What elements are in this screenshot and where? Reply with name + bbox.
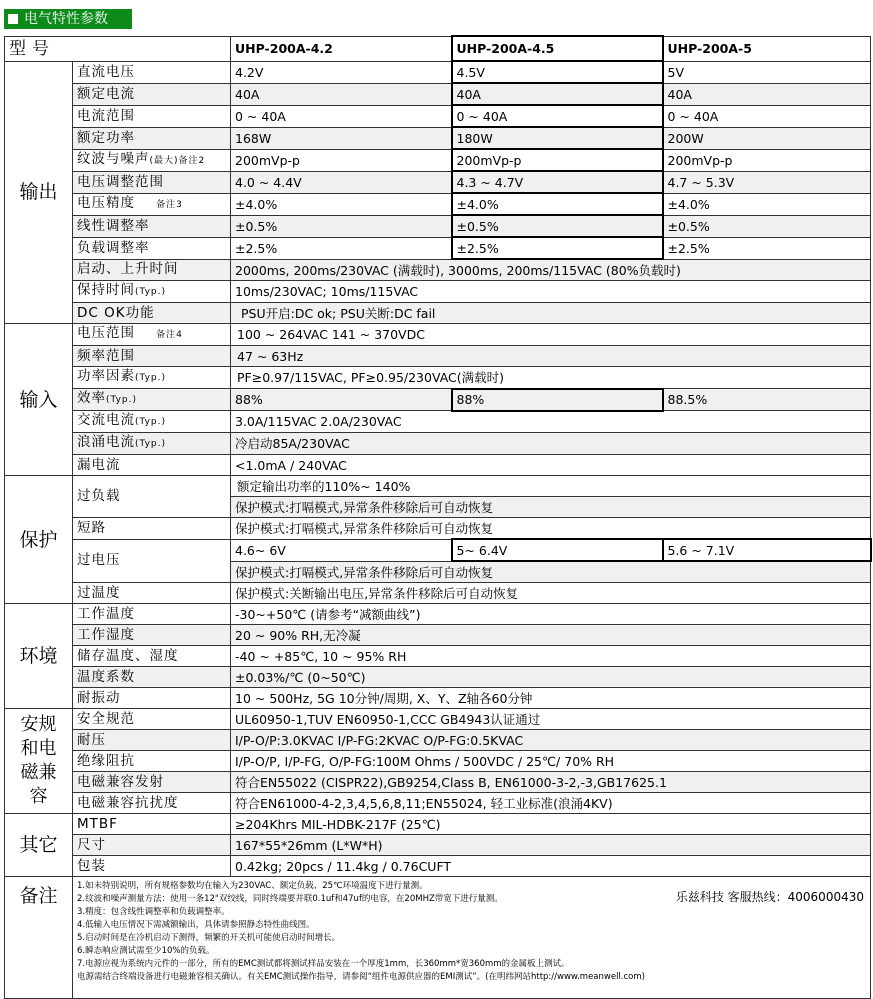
cell-value: 3.0A/115VAC 2.0A/230VAC [231,411,871,433]
table-row [5,149,871,171]
cell-value: 88% [452,389,663,411]
cell-value: 200mVp-p [452,149,663,171]
row-label: 保持时间(Typ.) [73,281,231,303]
table-row [5,856,871,877]
table-row [5,411,871,433]
table-row [5,751,871,772]
cell-value: 4.3 ~ 4.7V [452,171,663,193]
row-label: 短路 [73,518,231,540]
cell-value: 40A [663,83,871,105]
row-label: 漏电流 [73,455,231,476]
model-name: UHP-200A-4.2 [231,36,452,61]
row-label: 工作湿度 [73,625,231,646]
cell-value: ±2.5% [452,237,663,259]
table-row [5,389,871,411]
cell-value: 5V [663,61,871,83]
cell-value: 5~ 6.4V [452,539,663,561]
cell-value: 4.2V [231,61,452,83]
row-label: 过电压 [73,539,231,583]
group-safety: 安规和电磁兼容 [5,709,73,814]
cell-value: 保护模式:打嗝模式,异常条件移除后可自动恢复 [231,497,871,518]
cell-value: 0.42kg; 20pcs / 11.4kg / 0.76CUFT [231,856,871,877]
cell-value: 200mVp-p [231,149,452,171]
notes-cell [73,877,871,999]
table-row [5,730,871,751]
cell-value: 200mVp-p [663,149,871,171]
cell-value: 180W [452,127,663,149]
group-input: 输入 [5,324,73,476]
cell-value: ±0.03%/℃ (0~50℃) [231,667,871,688]
cell-value: 88.5% [663,389,871,411]
note-line: 6.瞬态响应测试需至少10%的负载。 [77,946,215,956]
table-row [5,604,871,625]
cell-value: 4.5V [452,61,663,83]
table-row [5,709,871,730]
row-label: 功率因素(Typ.) [73,367,231,389]
cell-value: 200W [663,127,871,149]
table-row [5,61,871,83]
note-line: 1.如未特别说明，所有规格参数均在输入为230VAC、额定负载、25℃环境温度下进行量测。 [77,881,428,891]
group-output: 输出 [5,61,73,324]
cell-value: 保护模式:打嗝模式,异常条件移除后可自动恢复 [231,518,871,540]
note-line: 5.启动时间是在冷机启动下测得，频繁的开关机可能使启动时间增长。 [77,933,341,943]
cell-value: 4.6~ 6V [231,539,452,561]
table-row [5,793,871,814]
row-label: 额定功率 [73,127,231,149]
cell-value: 40A [231,83,452,105]
row-label: 线性调整率 [73,215,231,237]
table-row [5,455,871,476]
group-environment: 环境 [5,604,73,709]
note-line: 7.电源应视为系统内元件的一部分，所有的EMC测试都将测试样品安装在一个厚度1mm，长360mm*宽360mm的金属板上测试。 [77,959,570,969]
note-line: 2.纹波和噪声测量方法：使用一条12"双绞线，同时终端要并联0.1uf和47uf的电容，在20MHZ带宽下进行量测。 [77,894,503,904]
cell-value: PSU开启:DC ok; PSU关断:DC fail [231,303,871,324]
model-label: 型号 [5,36,231,61]
cell-value: 100 ~ 264VAC 141 ~ 370VDC [231,324,871,346]
cell-value: ±4.0% [452,193,663,215]
row-label: 额定电流 [73,83,231,105]
table-row [5,583,871,604]
row-label: 频率范围 [73,346,231,367]
row-label: MTBF [73,814,231,835]
row-label: 温度系数 [73,667,231,688]
cell-value: 5.6 ~ 7.1V [663,539,871,561]
cell-value: 符合EN61000-4-2,3,4,5,6,8,11;EN55024, 轻工业标准(浪涌4KV) [231,793,871,814]
cell-value: 额定输出功率的110%~ 140% [231,476,871,497]
model-name: UHP-200A-4.5 [452,36,663,61]
section-title: 电气特性参数 [24,11,108,27]
note-line: 3.精度：包含线性调整率和负载调整率。 [77,907,230,917]
cell-value: ±2.5% [231,237,452,259]
cell-value: 167*55*26mm (L*W*H) [231,835,871,856]
hotline-text: 乐兹科技 客服热线：4006000430 [675,890,864,904]
row-label: 耐振动 [73,688,231,709]
row-label: 安全规范 [73,709,231,730]
cell-value: PF≥0.97/115VAC, PF≥0.95/230VAC(满载时) [231,367,871,389]
group-protection: 保护 [5,476,73,604]
cell-value: I/P-O/P, I/P-FG, O/P-FG:100M Ohms / 500VDC / 25℃/ 70% RH [231,751,871,772]
cell-value: 保护模式:关断输出电压,异常条件移除后可自动恢复 [231,583,871,604]
table-row [5,367,871,389]
table-row [5,539,871,561]
row-label: DC OK功能 [73,303,231,324]
cell-value: 10ms/230VAC; 10ms/115VAC [231,281,871,303]
cell-value: UL60950-1,TUV EN60950-1,CCC GB4943认证通过 [231,709,871,730]
cell-value: 0 ~ 40A [231,105,452,127]
note-line: 4.低输入电压情况下需减额输出，具体请参照静态特性曲线图。 [77,920,315,930]
model-name: UHP-200A-5 [663,36,871,61]
cell-value: 88% [231,389,452,411]
table-row [5,646,871,667]
row-label: 电压精度 备注3 [73,193,231,215]
cell-value: 符合EN55022 (CISPR22),GB9254,Class B, EN61000-3-2,-3,GB17625.1 [231,772,871,793]
row-label: 耐压 [73,730,231,751]
cell-value: ±0.5% [231,215,452,237]
cell-value: 冷启动85A/230VAC [231,433,871,455]
table-row [5,518,871,540]
table-row [5,835,871,856]
table-row [5,171,871,193]
table-row [5,193,871,215]
note-line: 电源需结合终端设备进行电磁兼容相关确认。有关EMC测试操作指导，请参阅“组件电源供应器的EMI测试”。(在明纬网站http://www.meanwell.com) [77,972,645,982]
table-row [5,324,871,346]
cell-value: 保护模式:打嗝模式,异常条件移除后可自动恢复 [231,561,871,583]
table-row [5,476,871,497]
table-row [5,127,871,149]
cell-value: 2000ms, 200ms/230VAC (满载时), 3000ms, 200ms/115VAC (80%负载时) [231,259,871,281]
row-label: 直流电压 [73,61,231,83]
table-row [5,625,871,646]
cell-value: -30~+50℃ (请参考“减额曲线”) [231,604,871,625]
group-notes: 备注 [5,877,73,999]
group-other: 其它 [5,814,73,877]
row-label: 效率(Typ.) [73,389,231,411]
row-label: 过温度 [73,583,231,604]
cell-value: ±0.5% [452,215,663,237]
row-label: 电流范围 [73,105,231,127]
row-label: 启动、上升时间 [73,259,231,281]
section-title-bar [4,9,132,29]
cell-value: 40A [452,83,663,105]
cell-value: ±0.5% [663,215,871,237]
square-icon [8,14,18,24]
cell-value: -40 ~ +85℃, 10 ~ 95% RH [231,646,871,667]
cell-value: ±4.0% [663,193,871,215]
cell-value: 4.7 ~ 5.3V [663,171,871,193]
model-header-row [5,36,871,61]
table-row [5,303,871,324]
cell-value: ≥204Khrs MIL-HDBK-217F (25℃) [231,814,871,835]
cell-value: 0 ~ 40A [452,105,663,127]
cell-value: ±2.5% [663,237,871,259]
row-label: 包装 [73,856,231,877]
cell-value: I/P-O/P:3.0KVAC I/P-FG:2KVAC O/P-FG:0.5KVAC [231,730,871,751]
cell-value: 47 ~ 63Hz [231,346,871,367]
row-label: 储存温度、湿度 [73,646,231,667]
row-label: 负载调整率 [73,237,231,259]
table-row [5,259,871,281]
row-label: 绝缘阻抗 [73,751,231,772]
cell-value: 0 ~ 40A [663,105,871,127]
row-label: 电压范围 备注4 [73,324,231,346]
row-label: 过负载 [73,476,231,518]
spec-table [4,35,872,999]
cell-value: 10 ~ 500Hz, 5G 10分钟/周期, X、Y、Z轴各60分钟 [231,688,871,709]
cell-value: <1.0mA / 240VAC [231,455,871,476]
table-row [5,237,871,259]
table-row [5,83,871,105]
table-row [5,688,871,709]
table-row [5,667,871,688]
row-label: 交流电流(Typ.) [73,411,231,433]
cell-value: 20 ~ 90% RH,无冷凝 [231,625,871,646]
row-label: 电磁兼容发射 [73,772,231,793]
cell-value: ±4.0% [231,193,452,215]
table-row [5,105,871,127]
table-row [5,346,871,367]
row-label: 电磁兼容抗扰度 [73,793,231,814]
table-row [5,772,871,793]
table-row [5,433,871,455]
table-row [5,814,871,835]
row-label: 工作温度 [73,604,231,625]
row-label: 纹波与噪声(最大)备注2 [73,149,231,171]
cell-value: 4.0 ~ 4.4V [231,171,452,193]
row-label: 浪涌电流(Typ.) [73,433,231,455]
notes-row [5,877,871,999]
row-label: 电压调整范围 [73,171,231,193]
table-row [5,281,871,303]
table-row [5,215,871,237]
row-label: 尺寸 [73,835,231,856]
cell-value: 168W [231,127,452,149]
